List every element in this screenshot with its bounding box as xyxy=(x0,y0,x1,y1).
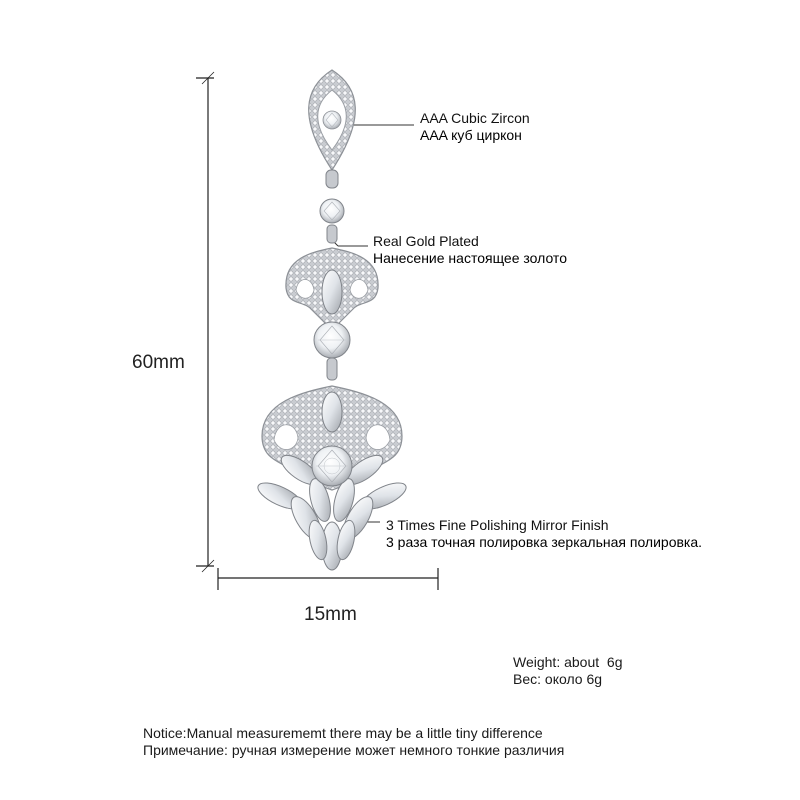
callout-ru: Нанесение настоящее золото xyxy=(373,250,567,266)
callout-cubic-zircon xyxy=(420,110,530,144)
callout-gold-plated xyxy=(373,233,567,267)
height-label: 60mm xyxy=(132,352,185,373)
callout-ru: AAA куб циркон xyxy=(420,127,522,143)
width-dimension-line xyxy=(218,568,438,590)
weight-en: Weight: about 6g xyxy=(513,654,623,670)
weight-info xyxy=(513,654,622,688)
notice-en: Notice:Manual measurememt there may be a little tiny difference xyxy=(143,725,543,741)
notice-ru: Примечание: ручная измерение может немного тонкие различия xyxy=(143,742,565,758)
callout-ru: 3 раза точная полировка зеркальная полировка. xyxy=(386,534,703,550)
callout-mirror-finish xyxy=(386,517,702,551)
callout-en: 3 Times Fine Polishing Mirror Finish xyxy=(386,517,609,533)
earring xyxy=(254,70,409,570)
height-dimension-line xyxy=(196,72,214,572)
weight-ru: Вес: около 6g xyxy=(513,671,603,687)
notice xyxy=(143,725,564,759)
callout-en: AAA Cubic Zircon xyxy=(420,110,530,126)
width-label: 15mm xyxy=(304,604,357,625)
callout-en: Real Gold Plated xyxy=(373,233,479,249)
